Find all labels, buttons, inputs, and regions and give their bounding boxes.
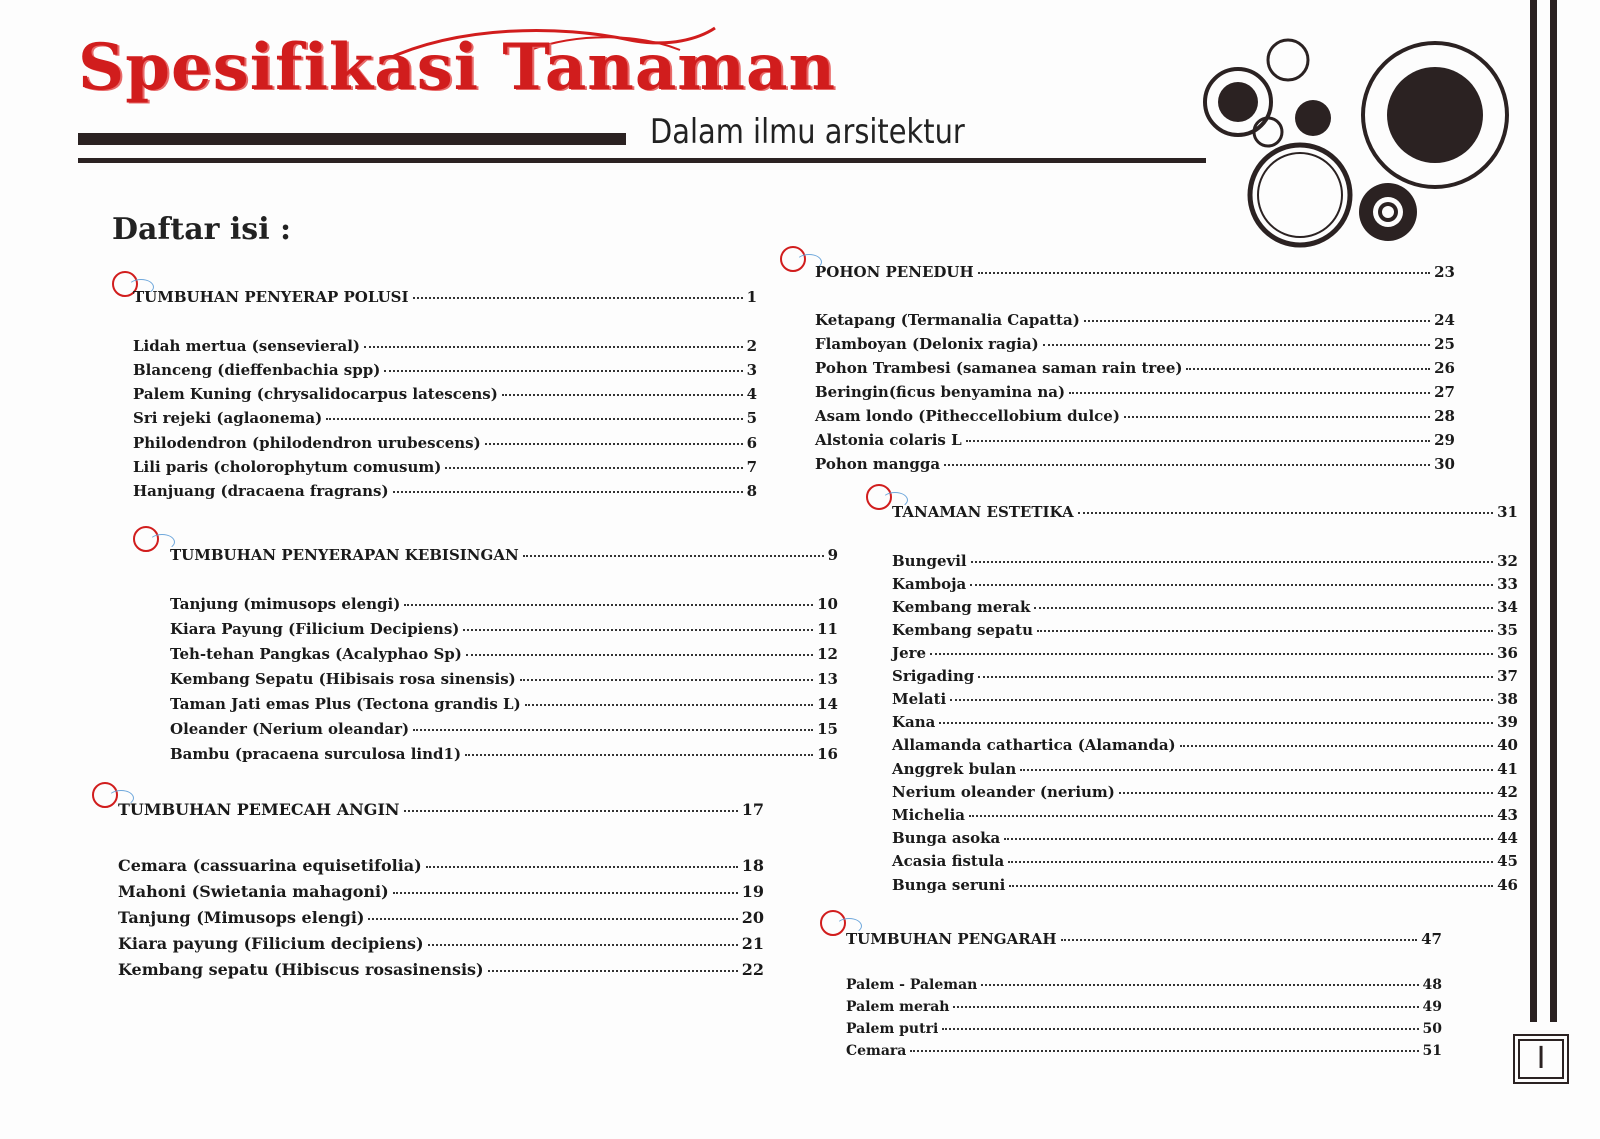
toc-entry-label: Pohon mangga [815,455,941,473]
toc-entry-label: Anggrek bulan [892,760,1017,778]
toc-page-number: 15 [817,720,838,738]
toc-entry-label: Srigading [892,667,975,685]
dot-leader [393,491,743,493]
toc-section-title: TUMBUHAN PEMECAH ANGIN [118,800,400,819]
dot-leader [1037,630,1493,632]
toc-page-number: 3 [746,361,757,379]
toc-section-title: TUMBUHAN PENGARAH [846,930,1057,948]
toc-entry-row[interactable] [133,385,757,403]
toc-entry-label: Teh-tehan Pangkas (Acalyphao Sp) [170,645,462,663]
toc-page-number: 18 [741,856,764,875]
toc-page-number: 45 [1497,852,1518,870]
toc-entry-row[interactable] [118,856,764,875]
toc-entry-label: Palem merah [846,999,950,1015]
toc-entry-row[interactable] [133,458,757,476]
toc-entry-label: Kembang sepatu (Hibiscus rosasinensis) [118,960,484,979]
toc-page-number: 11 [817,620,838,638]
toc-page-number: 30 [1434,455,1455,473]
toc-section-row[interactable] [846,930,1442,948]
dot-leader [910,1050,1418,1052]
header-rule [78,158,1206,163]
toc-entry-label: Kembang Sepatu (Hibisais rosa sinensis) [170,670,516,688]
toc-entry-label: Sri rejeki (aglaonema) [133,409,323,427]
toc-entry-label: Lili paris (cholorophytum comusum) [133,458,442,476]
dot-leader [953,1006,1418,1008]
toc-entry-row[interactable] [892,575,1518,593]
toc-page-number: 43 [1497,806,1518,824]
dot-leader [942,1028,1418,1030]
toc-page-number: 37 [1497,667,1518,685]
dot-leader [502,394,743,396]
toc-entry-row[interactable] [892,736,1518,754]
toc-entry-row[interactable] [892,876,1518,894]
toc-entry-row[interactable] [815,311,1455,329]
toc-page-number: 38 [1497,690,1518,708]
dot-leader [1186,368,1430,370]
bullet-circle-icon [780,246,820,274]
toc-entry-label: Cemara [846,1043,907,1059]
toc-entry-label: Bungevil [892,552,967,570]
dot-leader [1020,769,1493,771]
toc-entry-row[interactable] [892,667,1518,685]
toc-entry-label: Kiara payung (Filicium decipiens) [118,934,424,953]
toc-entry-row[interactable] [133,337,757,355]
toc-entry-label: Jere [892,644,927,662]
toc-entry-row[interactable] [892,598,1518,616]
toc-page-number: 6 [746,434,757,452]
toc-entry-label: Mahoni (Swietania mahagoni) [118,882,389,901]
toc-page-number: 2 [746,337,757,355]
toc-entry-label: Palem Kuning (chrysalidocarpus latescens) [133,385,498,403]
toc-entry-label: Blanceng (dieffenbachia spp) [133,361,381,379]
dot-leader [969,815,1493,817]
page-subtitle: Dalam ilmu arsitektur [650,112,965,152]
dot-leader [1180,745,1493,747]
toc-entry-label: Philodendron (philodendron urubescens) [133,434,481,452]
toc-entry-label: Melati [892,690,947,708]
toc-page-number: 24 [1434,311,1455,329]
dot-leader [1061,939,1418,941]
dot-leader [426,866,738,868]
toc-page-number: 42 [1497,783,1518,801]
toc-page-number: 41 [1497,760,1518,778]
dot-leader [1124,416,1430,418]
dot-leader [1119,792,1493,794]
toc-entry-row[interactable] [170,645,838,663]
toc-entry-row[interactable] [892,713,1518,731]
dot-leader [326,418,742,420]
page-title: Spesifikasi Tanaman [78,30,836,105]
toc-page-number: 14 [817,695,838,713]
toc-section-row[interactable] [170,546,838,564]
toc-page-number: 36 [1497,644,1518,662]
dot-leader [525,704,813,706]
dot-leader [971,561,1493,563]
dot-leader [485,443,743,445]
toc-page-number: 44 [1497,829,1518,847]
dot-leader [978,676,1493,678]
toc-page-number: 46 [1497,876,1518,894]
toc-heading: Daftar isi : [112,212,292,247]
toc-entry-label: Allamanda cathartica (Alamanda) [892,736,1176,754]
toc-section-row[interactable] [118,800,764,819]
dot-leader [465,754,813,756]
toc-entry-label: Alstonia colaris L [815,431,962,449]
dot-leader [520,679,813,681]
toc-page-number: 26 [1434,359,1455,377]
toc-entry-label: Flamboyan (Delonix ragia) [815,335,1039,353]
toc-page-number: 34 [1497,598,1518,616]
dot-leader [1084,320,1430,322]
dot-leader [364,346,743,348]
toc-section-title: TUMBUHAN PENYERAPAN KEBISINGAN [170,546,519,564]
toc-entry-label: Hanjuang (dracaena fragrans) [133,482,389,500]
dot-leader [950,699,1493,701]
dot-leader [393,892,738,894]
toc-entry-label: Asam londo (Pitheccellobium dulce) [815,407,1120,425]
toc-page-number: 49 [1422,999,1442,1015]
toc-entry-label: Bunga asoka [892,829,1001,847]
toc-entry-label: Kembang sepatu [892,621,1033,639]
dot-leader [523,555,824,557]
dot-leader [1043,344,1430,346]
toc-entry-row[interactable] [815,359,1455,377]
toc-page-number: 27 [1434,383,1455,401]
toc-entry-row[interactable] [118,934,764,953]
right-border-rule [1530,0,1537,1022]
toc-page-number: 21 [741,934,764,953]
toc-entry-row[interactable] [892,783,1518,801]
toc-entry-label: Taman Jati emas Plus (Tectona grandis L) [170,695,521,713]
dot-leader [384,370,742,372]
title-underline-bar [78,133,626,145]
toc-entry-label: Bunga seruni [892,876,1006,894]
toc-entry-row[interactable] [815,335,1455,353]
toc-entry-row[interactable] [892,852,1518,870]
dot-leader [1069,392,1430,394]
toc-entry-row[interactable] [133,434,757,452]
toc-entry-row[interactable] [133,361,757,379]
toc-page-number: 25 [1434,335,1455,353]
toc-page-number: 8 [746,482,757,500]
toc-entry-label: Michelia [892,806,966,824]
toc-entry-row[interactable] [846,977,1442,993]
toc-entry-row[interactable] [118,882,764,901]
toc-entry-row[interactable] [815,407,1455,425]
toc-entry-label: Tanjung (mimusops elengi) [170,595,401,613]
toc-page-number: 23 [1434,263,1455,281]
toc-page-number: 32 [1497,552,1518,570]
toc-entry-row[interactable] [815,383,1455,401]
toc-entry-row[interactable] [118,908,764,927]
decorative-circles [1200,30,1520,260]
toc-entry-label: Lidah mertua (sensevieral) [133,337,361,355]
toc-entry-row[interactable] [892,552,1518,570]
dot-leader [1009,885,1493,887]
right-border-rule [1550,0,1557,1022]
toc-entry-row[interactable] [846,1043,1442,1059]
dot-leader [939,722,1493,724]
toc-page-number: 10 [817,595,838,613]
dot-leader [978,272,1430,274]
dot-leader [466,654,813,656]
dot-leader [1078,512,1494,514]
toc-entry-label: Palem putri [846,1021,939,1037]
toc-entry-label: Bambu (pracaena surculosa lind1) [170,745,462,763]
bullet-circle-icon [133,526,173,554]
toc-section-row[interactable] [133,288,757,306]
toc-page-number: 35 [1497,621,1518,639]
toc-page-number: 17 [741,800,764,819]
toc-entry-row[interactable] [815,431,1455,449]
toc-section-row[interactable] [892,503,1518,521]
toc-page-number: 4 [746,385,757,403]
dot-leader [404,810,738,812]
toc-page-number: 47 [1421,930,1442,948]
dot-leader [413,297,743,299]
toc-page-number: 22 [741,960,764,979]
dot-leader [413,729,813,731]
toc-entry-row[interactable] [133,409,757,427]
toc-entry-label: Oleander (Nerium oleandar) [170,720,410,738]
toc-entry-row[interactable] [892,760,1518,778]
dot-leader [488,970,738,972]
toc-entry-label: Kamboja [892,575,967,593]
toc-entry-label: Palem - Paleman [846,977,978,993]
toc-section-row[interactable] [815,263,1455,281]
toc-entry-row[interactable] [892,829,1518,847]
toc-section-title: TUMBUHAN PENYERAP POLUSI [133,288,409,306]
toc-entry-row[interactable] [892,806,1518,824]
dot-leader [1008,861,1493,863]
toc-page-number: 12 [817,645,838,663]
toc-page-number: 5 [746,409,757,427]
toc-section-title: TANAMAN ESTETIKA [892,503,1074,521]
toc-entry-label: Pohon Trambesi (samanea saman rain tree) [815,359,1183,377]
toc-entry-row[interactable] [170,670,838,688]
toc-entry-row[interactable] [892,621,1518,639]
toc-page-number: 39 [1497,713,1518,731]
toc-page-number: 28 [1434,407,1455,425]
toc-entry-row[interactable] [170,595,838,613]
toc-page-number: 13 [817,670,838,688]
dot-leader [445,467,742,469]
toc-page-number: 51 [1422,1043,1442,1059]
toc-entry-row[interactable] [846,999,1442,1015]
toc-page-number: 40 [1497,736,1518,754]
toc-entry-row[interactable] [892,690,1518,708]
dot-leader [1034,607,1493,609]
page-number: I [1518,1039,1564,1079]
toc-page-number: 9 [827,546,838,564]
dot-leader [428,944,738,946]
toc-page-number: 31 [1497,503,1518,521]
toc-entry-label: Beringin(ficus benyamina na) [815,383,1066,401]
toc-entry-label: Kiara Payung (Filicium Decipiens) [170,620,460,638]
dot-leader [463,629,813,631]
toc-entry-row[interactable] [892,644,1518,662]
toc-entry-label: Nerium oleander (nerium) [892,783,1115,801]
dot-leader [966,440,1430,442]
toc-page-number: 1 [746,288,757,306]
toc-entry-row[interactable] [118,960,764,979]
toc-entry-label: Kana [892,713,936,731]
toc-entry-label: Tanjung (Mimusops elengi) [118,908,365,927]
toc-entry-row[interactable] [170,695,838,713]
toc-page-number: 33 [1497,575,1518,593]
toc-entry-row[interactable] [170,720,838,738]
toc-section-title: POHON PENEDUH [815,263,974,281]
toc-entry-row[interactable] [815,455,1455,473]
toc-entry-row[interactable] [846,1021,1442,1037]
toc-entry-label: Ketapang (Termanalia Capatta) [815,311,1080,329]
toc-page-number: 48 [1422,977,1442,993]
toc-page-number: 16 [817,745,838,763]
dot-leader [970,584,1493,586]
toc-page-number: 29 [1434,431,1455,449]
toc-page-number: 7 [746,458,757,476]
dot-leader [981,984,1418,986]
toc-entry-row[interactable] [170,620,838,638]
toc-page-number: 20 [741,908,764,927]
dot-leader [930,653,1493,655]
toc-entry-row[interactable] [170,745,838,763]
toc-entry-row[interactable] [133,482,757,500]
dot-leader [1004,838,1493,840]
toc-page-number: 50 [1422,1021,1442,1037]
page-number-box [1513,1034,1569,1084]
toc-page-number: 19 [741,882,764,901]
toc-entry-label: Kembang merak [892,598,1031,616]
dot-leader [944,464,1430,466]
dot-leader [368,918,737,920]
toc-entry-label: Acasia fistula [892,852,1005,870]
dot-leader [404,604,813,606]
toc-entry-label: Cemara (cassuarina equisetifolia) [118,856,422,875]
